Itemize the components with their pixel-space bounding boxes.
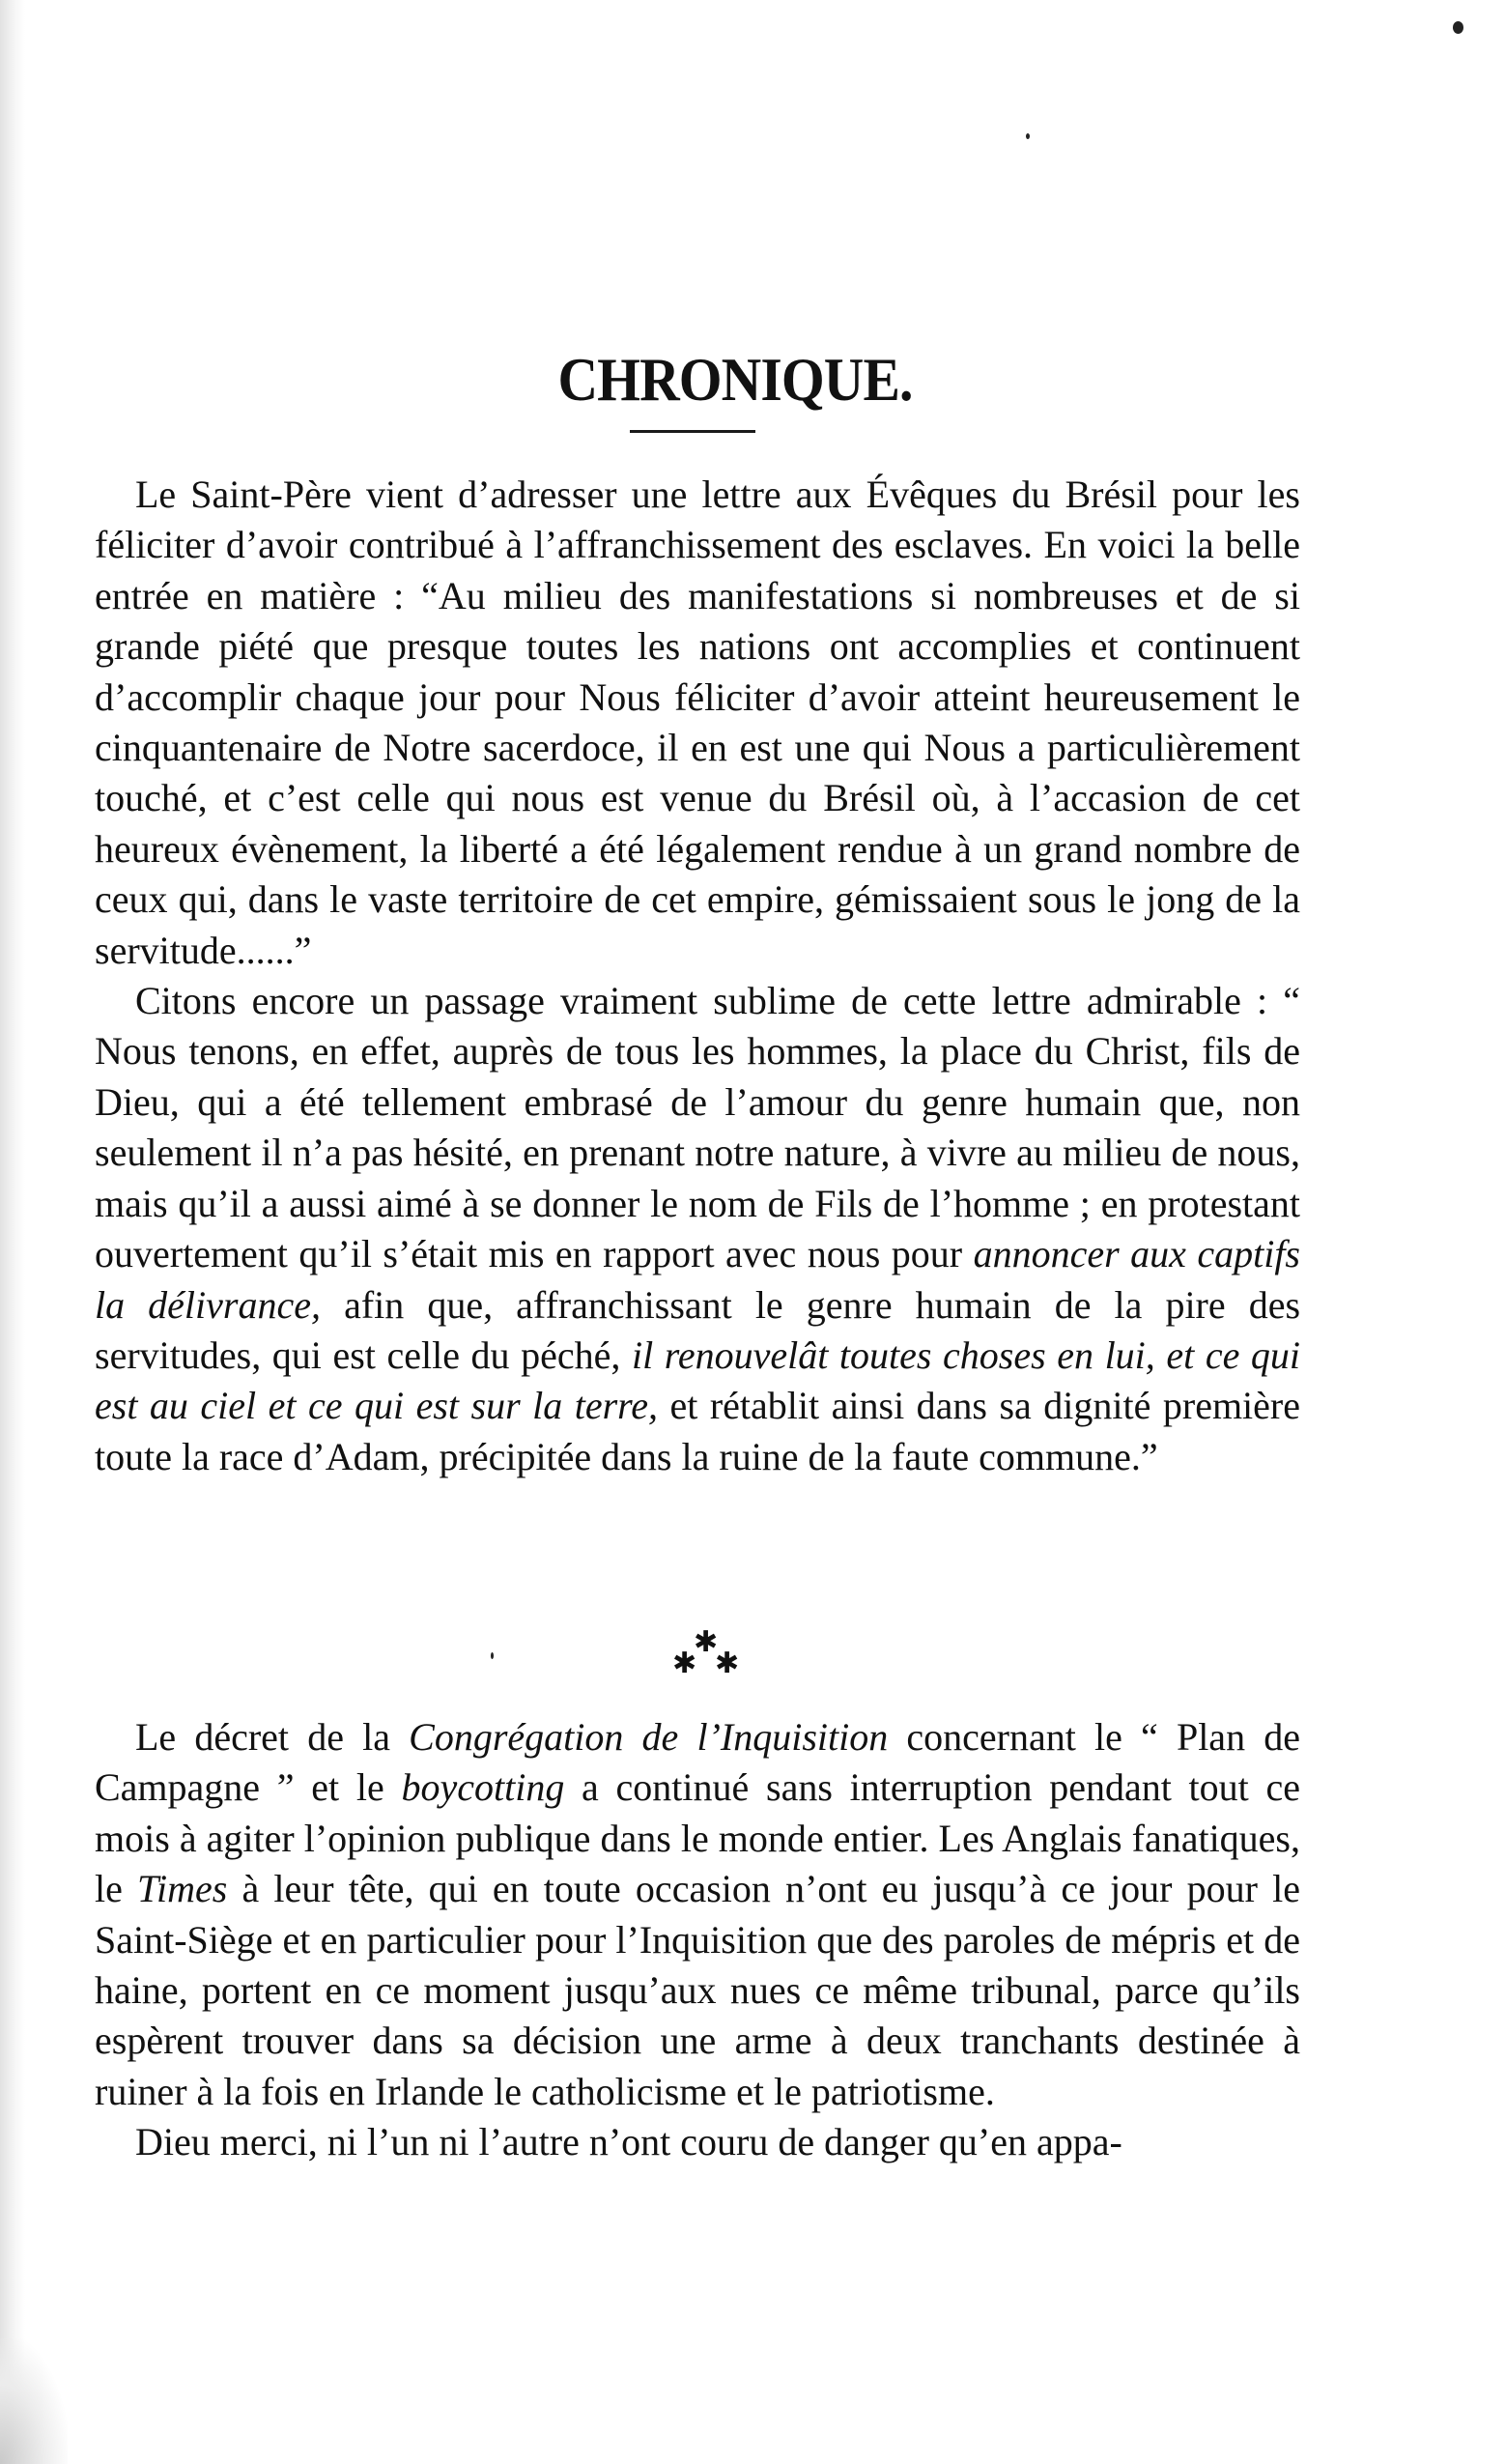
italic-text-segment: Times xyxy=(137,1867,228,1911)
body-paragraph xyxy=(95,1712,1300,2117)
italic-text-segment: annoncer aux captifs la délivrance, xyxy=(95,1232,1300,1327)
page-title: CHRONIQUE. xyxy=(557,344,913,414)
italic-text-segment: il renouvelât toutes choses en lui, et ce qui est au ciel et ce qui est sur la terre, xyxy=(95,1332,1301,1428)
body-paragraph xyxy=(95,2117,1300,2167)
text-segment: Dieu merci, ni l’un ni l’autre n’ont couru de danger qu’en appa- xyxy=(135,2120,1122,2164)
asterism-separator xyxy=(657,1625,753,1686)
asterism-star: ✱ xyxy=(715,1647,740,1680)
ink-speck xyxy=(1453,21,1463,34)
text-segment: à leur tête, qui en toute occasion n’ont eu jusqu’à ce jour pour le Saint-Siège et en particulier pour l’Inquisition que des paroles de mépris et de haine, portent en ce moment jusqu’aux nues ce même tribunal, parce qu’ils espèrent trouver dans sa décision une arme à deux tranchants destinée à ruiner à la fois en Irlande le catholicisme et le patriotisme. xyxy=(95,1867,1300,2113)
asterism-star: ✱ xyxy=(672,1647,697,1680)
asterism-star: ✱ xyxy=(694,1625,719,1659)
text-segment: a continué sans interruption pendant tout ce mois à agiter l’opinion publique dans le monde entier. Les Anglais fanatiques, le xyxy=(95,1765,1301,1911)
text-segment: Le décret de la xyxy=(135,1715,410,1759)
text-segment: concernant le “ Plan de Campagne ” et le xyxy=(95,1715,1300,1810)
text-segment: Le Saint-Père vient d’adresser une lettre aux Évêques du Brésil pour les féliciter d’avoir contribué à l’affranchissement des esclaves. En voici la belle entrée en matière : “Au milieu des manifestations si nombreuses et de si grande piété que presque toutes les nations ont accomplies et continuent d’accomplir chaque jour pour Nous féliciter d’avoir atteint heureusement le cinquantenaire de Notre sacerdoce, il en est une qui Nous a particulièrement touché, et c’est celle qui nous est venue du Brésil où, à l’accasion de cet heureux évènement, la liberté a été légalement rendue à un grand nombre de ceux qui, dans le vaste territoire de cet empire, gémissaient sous le jong de la servitude......” xyxy=(95,473,1300,972)
text-segment: afin que, affranchissant le genre humain de la pire des servitudes, qui est celle du péché, xyxy=(95,1282,1301,1377)
ink-speck xyxy=(1026,133,1030,139)
italic-text-segment: Congrégation de l’Inquisition xyxy=(409,1715,889,1759)
ink-speck xyxy=(491,1652,494,1659)
chronicle-section-2 xyxy=(95,1712,1300,2168)
page-gutter-shadow xyxy=(0,0,25,2464)
text-segment: et rétablit ainsi dans sa dignité première toute la race d’Adam, précipitée dans la ruine de la faute commune.” xyxy=(95,1384,1300,1478)
body-paragraph xyxy=(95,976,1300,1482)
body-paragraph xyxy=(95,470,1300,976)
chronicle-section-1 xyxy=(95,470,1300,1482)
italic-text-segment: boycotting xyxy=(401,1765,565,1810)
title-rule xyxy=(630,430,755,433)
text-segment: Citons encore un passage vraiment sublime de cette lettre admirable : “ Nous tenons, en effet, auprès de tous les hommes, la place du Christ, fils de Dieu, qui a été tellement embrasé de l’amour du genre humain que, non seulement il n’a pas hésité, en prenant notre nature, à vivre au milieu de nous, mais qu’il a aussi aimé à se donner le nom de Fils de l’homme ; en protestant ouvertement qu’il s’était mis en rapport avec nous pour xyxy=(95,979,1300,1276)
